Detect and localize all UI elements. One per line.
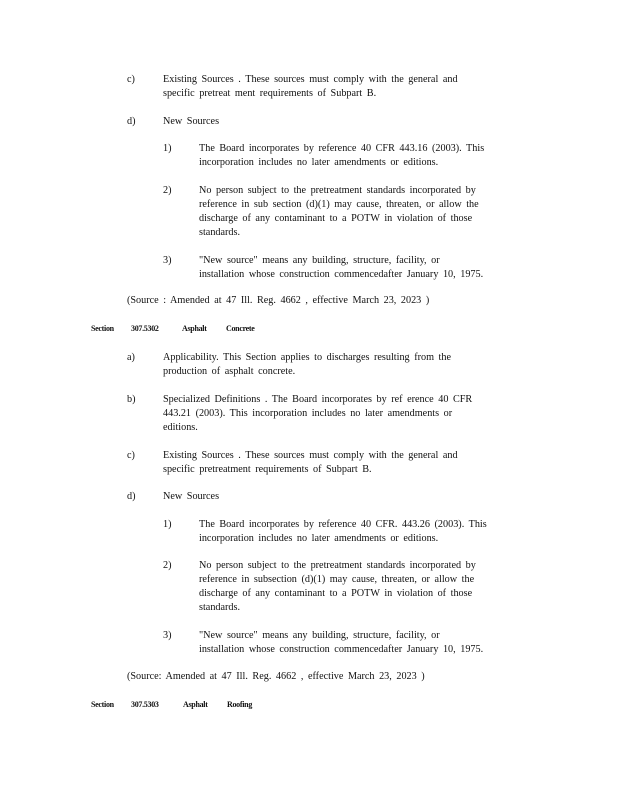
text-line: "New source" means any building, structure, facility, or [199,255,440,266]
text-line: Existing Sources . These sources must comply with the general and [163,450,458,461]
section-title-word: Concrete [226,324,255,333]
text-line: No person subject to the pretreatment standards incorporated by [199,185,476,196]
section-title-word: Roofing [227,700,253,709]
item-2-text [199,184,479,240]
source-note: (Source: Amended at 47 Ill. Reg. 4662 , effective March 23, 2023 ) [127,671,425,682]
text-line: standards. [199,227,241,238]
subsection-d-marker: d) [127,116,136,127]
text-line: production of asphalt concrete. [163,366,296,377]
subsection-d-heading: New Sources [163,116,220,127]
subsection-d-marker: d) [127,491,136,502]
item-3-text [199,629,483,657]
text-line: The Board incorporates by reference 40 CFR. 443.26 (2003). This [199,519,487,530]
text-line: 443.21 (2003). This incorporation includes no later amendments or [163,408,453,419]
text-line: editions. [163,422,198,433]
section-title-word: Asphalt [183,700,208,709]
text-line: Specialized Definitions . The Board incorporates by ref erence 40 CFR [163,394,473,405]
subsection-a-text [163,351,451,379]
source-note: (Source : Amended at 47 Ill. Reg. 4662 , effective March 23, 2023 ) [127,295,430,306]
item-1-marker: 1) [163,143,172,154]
text-line: "New source" means any building, structure, facility, or [199,630,440,641]
subsection-c-marker: c) [127,74,135,85]
section-heading [91,324,255,333]
item-3-marker: 3) [163,255,172,266]
item-2-marker: 2) [163,185,172,196]
section-label: Section [91,324,114,333]
item-2-marker: 2) [163,560,172,571]
item-1-text [199,142,484,170]
text-line: installation whose construction commencedafter January 10, 1975. [199,269,484,280]
text-line: The Board incorporates by reference 40 CFR 443.16 (2003). This [199,143,485,154]
subsection-d-heading: New Sources [163,491,220,502]
item-1-marker: 1) [163,519,172,530]
text-line: standards. [199,602,241,613]
text-line: specific pretreat ment requirements of Subpart B. [163,88,377,99]
section-label: Section [91,700,114,709]
section-heading [91,700,252,709]
text-line: Applicability. This Section applies to discharges resulting from the [163,352,451,363]
text-line: discharge of any contaminant to a POTW in violation of those [199,213,473,224]
item-2-text [199,559,476,615]
item-1-text [199,518,487,546]
text-line: discharge of any contaminant to a POTW in violation of those [199,588,473,599]
item-3-marker: 3) [163,630,172,641]
subsection-a-marker: a) [127,352,135,363]
text-line: reference in subsection (d)(1) may cause, threaten, or allow the [199,574,475,585]
subsection-b-text [163,393,472,435]
text-line: reference in sub section (d)(1) may cause, threaten, or allow the [199,199,479,210]
section-title-word: Asphalt [182,324,207,333]
subsection-c-text [163,449,458,477]
text-line: incorporation includes no later amendments or editions. [199,157,439,168]
section-number: 307.5302 [131,324,159,333]
text-line: installation whose construction commencedafter January 10, 1975. [199,644,484,655]
subsection-b-marker: b) [127,394,136,405]
section-number: 307.5303 [131,700,159,709]
text-line: Existing Sources . These sources must comply with the general and [163,74,458,85]
text-line: specific pretreatment requirements of Subpart B. [163,464,372,475]
subsection-c-marker: c) [127,450,135,461]
subsection-c-text [163,73,458,101]
text-line: No person subject to the pretreatment standards incorporated by [199,560,476,571]
item-3-text [199,254,483,282]
text-line: incorporation includes no later amendments or editions. [199,533,439,544]
